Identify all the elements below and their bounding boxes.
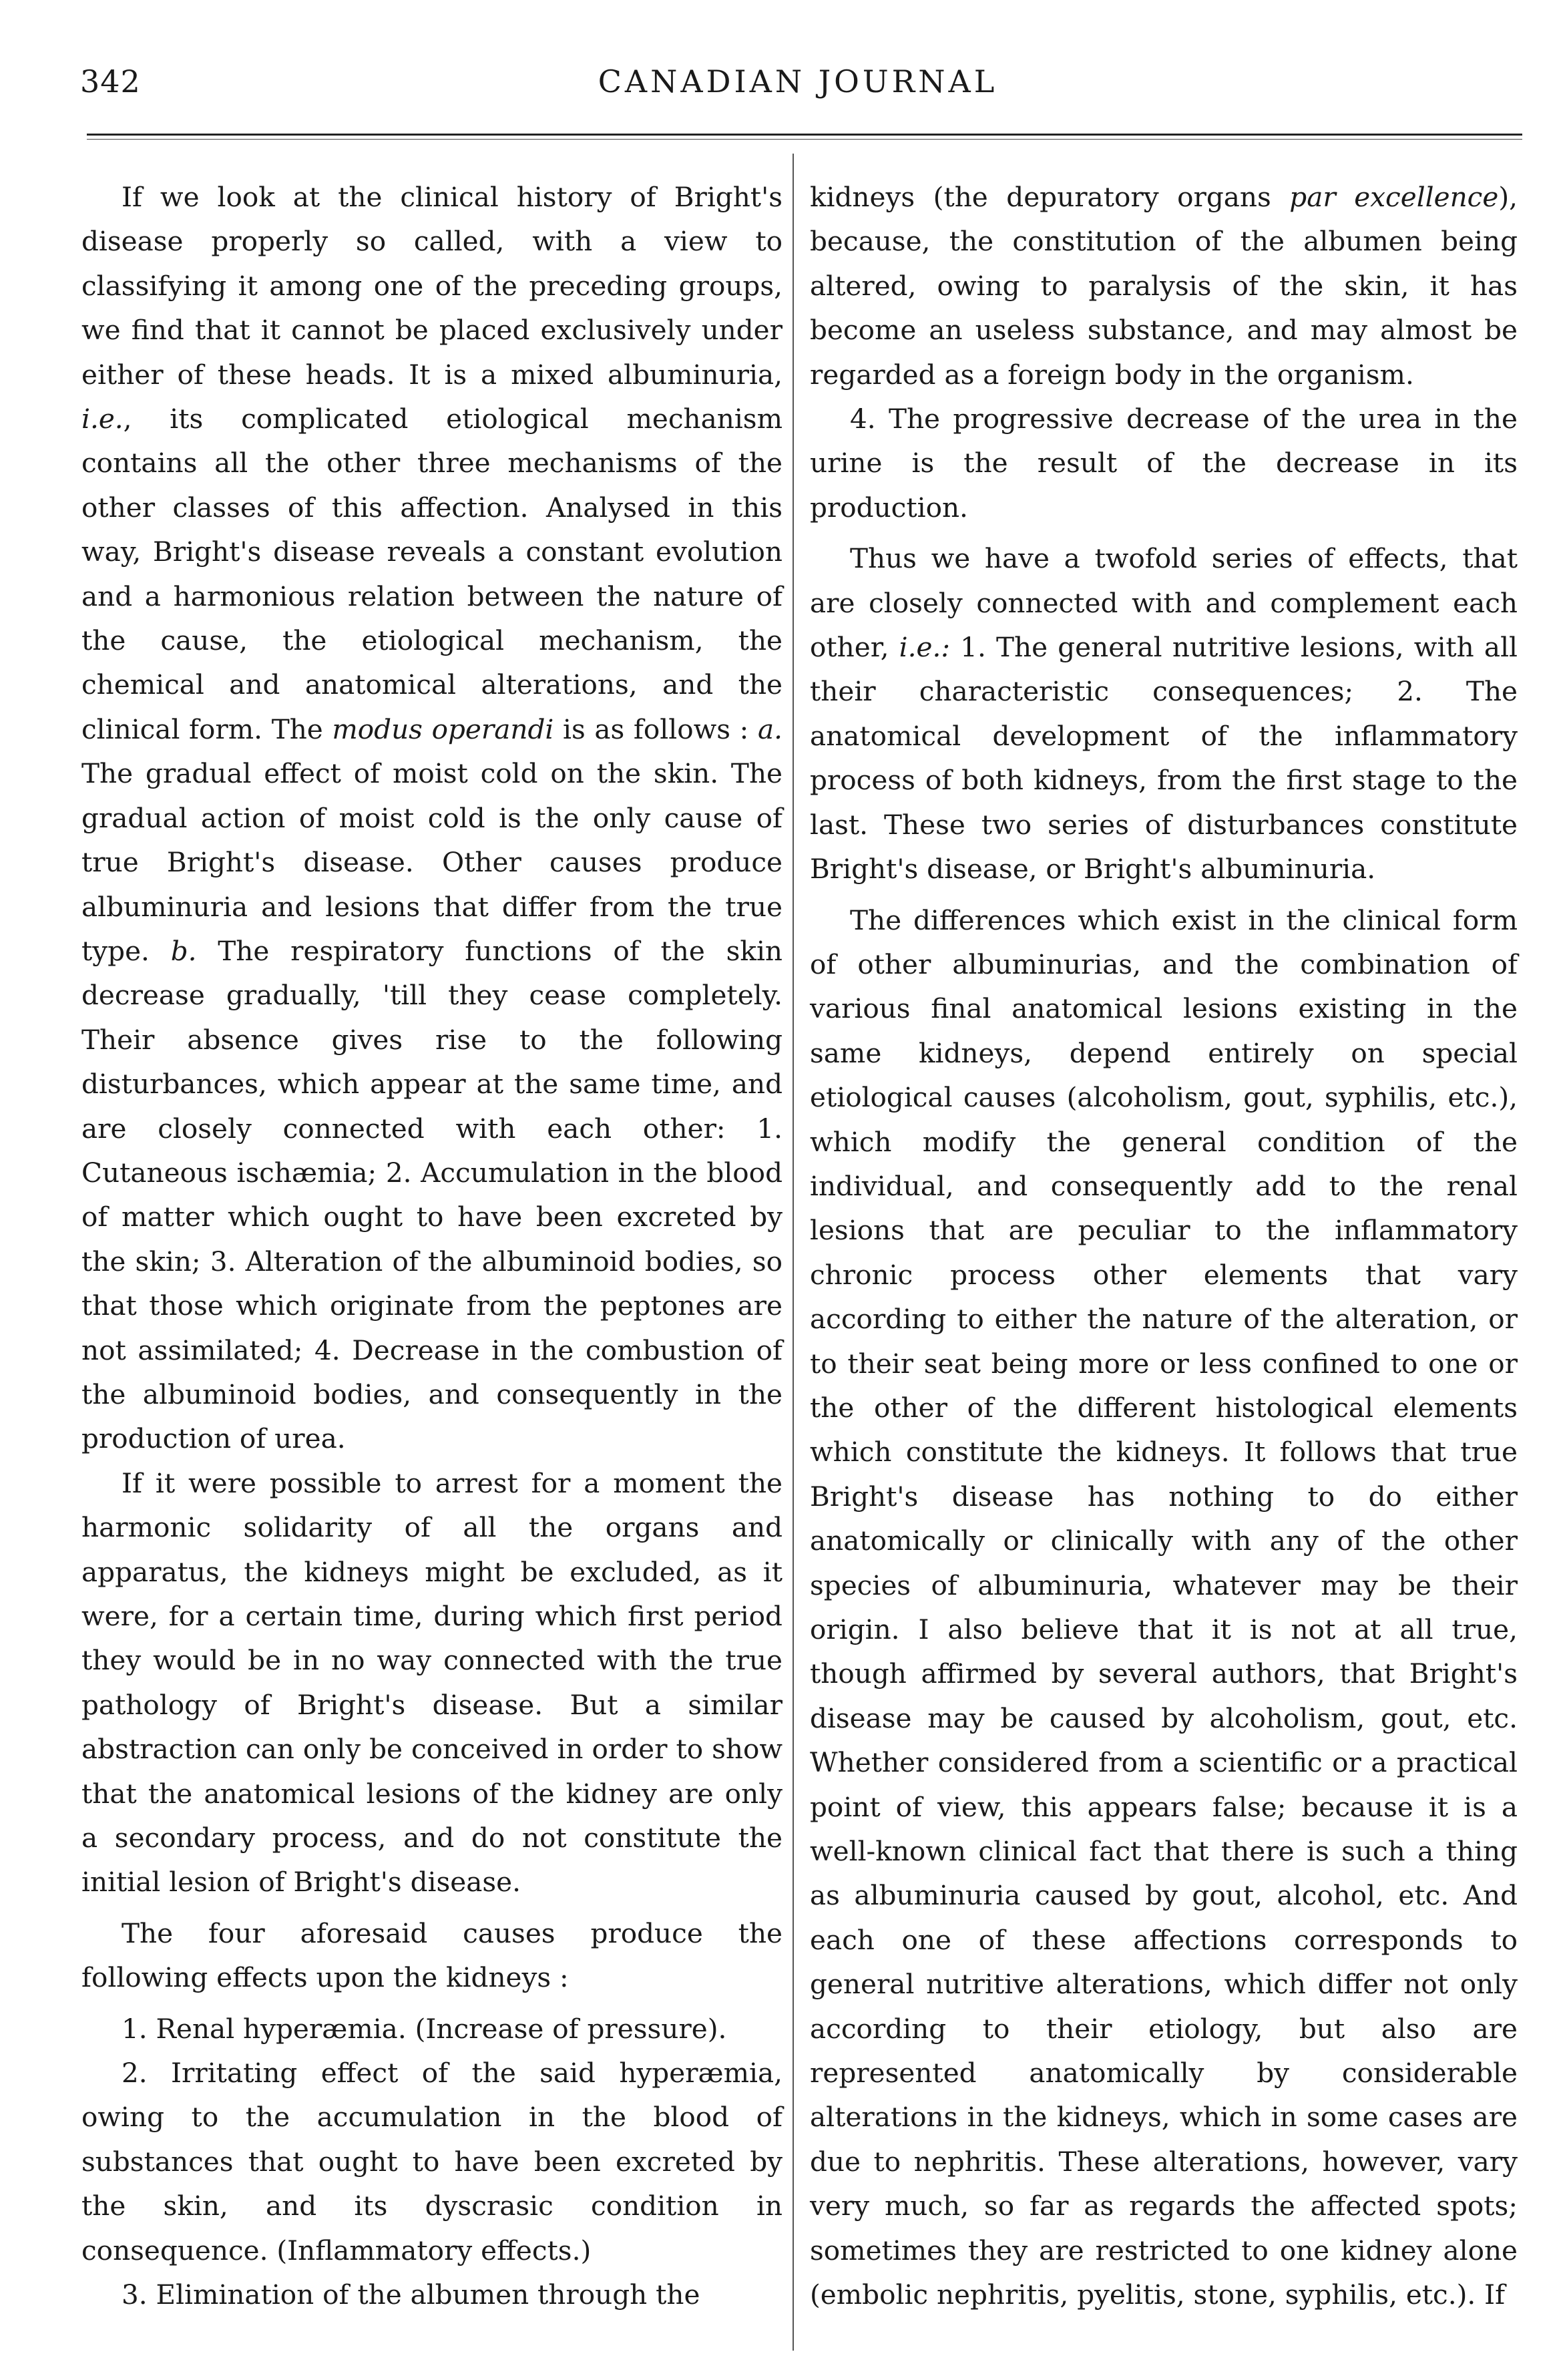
right-column	[810, 175, 1518, 2317]
left-column	[81, 175, 782, 2317]
paragraph-brights-history: If we look at the clinical history of Bright's disease properly so called, with a view to classifying it among one of the preceding groups, we find that it cannot be placed exclusively under either of these heads. It is a mixed albuminuria, i.e., its complicated etiological mechanism contains all the other three mechanisms of the other classes of this affection. Analysed in this way, Bright's disease reveals a constant evolution and a harmonious relation between the nature of the cause, the etiological mechanism, the chemical and anatomical alterations, and the clinical form. The modus operandi is as follows : a. The gradual effect of moist cold on the skin. The gradual action of moist cold is the only cause of true Bright's disease. Other causes produce albuminuria and lesions that differ from the true type. b. The respiratory functions of the skin decrease gradually, 'till they cease completely. Their absence gives rise to the following disturbances, which appear at the same time, and are closely connected with each other: 1. Cutaneous ischæmia; 2. Accumulation in the blood of matter which ought to have been excreted by the skin; 3. Alteration of the albuminoid bodies, so that those which originate from the peptones are not assimilated; 4. Decrease in the combustion of the albuminoid bodies, and consequently in the production of urea.	[81, 181, 782, 1455]
list-item-3: 3. Elimination of the albumen through the	[122, 2278, 700, 2311]
paragraph-harmonic-solidarity: If it were possible to arrest for a moment the harmonic solidarity of all the organs and apparatus, the kidneys might be excluded, as it were, for a certain time, during which first period they would be in no way connected with the true pathology of Bright's disease. But a similar abstraction can only be conceived in order to show that the anatomical lesions of the kidney are only a secondary process, and do not constitute the initial lesion of Bright's disease.	[81, 1466, 782, 1899]
paragraph-continuation: kidneys (the depuratory organs par excellence), because, the constitution of the albumen being altered, owing to paralysis of the skin, it has become an useless substance, and may almost be regarded as a foreign body in the organism.	[810, 181, 1518, 391]
list-item-1: 1. Renal hyperæmia. (Increase of pressure).	[122, 2012, 727, 2045]
header-rule	[87, 134, 1522, 136]
running-title: CANADIAN JOURNAL	[598, 63, 998, 100]
list-item-4: 4. The progressive decrease of the urea in the urine is the result of the decrease in its production.	[810, 403, 1518, 524]
header-rule-thin	[87, 139, 1522, 140]
column-divider	[793, 154, 794, 2351]
page-number: 342	[80, 63, 141, 100]
paragraph-twofold-series: Thus we have a twofold series of effects, that are closely connected with and complement each other, i.e.: 1. The general nutritive lesions, with all their characteristic consequences; 2. The anatomical development of the inflammatory process of both kidneys, from the first stage to the last. These two series of disturbances constitute Bright's disease, or Bright's albuminuria.	[810, 542, 1518, 885]
paragraph-four-causes: The four aforesaid causes produce the following effects upon the kidneys :	[81, 1917, 782, 1994]
list-item-2: 2. Irritating effect of the said hyperæmia, owing to the accumulation in the blood of substances that ought to have been excreted by the skin, and its dyscrasic condition in consequence. (Inflammatory effects.)	[81, 2057, 782, 2266]
page-header	[80, 63, 1516, 117]
paragraph-differences: The differences which exist in the clinical form of other albuminurias, and the combination of various final anatomical lesions existing in the same kidneys, depend entirely on special etiological causes (alcoholism, gout, syphilis, etc.), which modify the general condition of the individual, and consequently add to the renal lesions that are peculiar to the inflammatory chronic process other elements that vary according to either the nature of the alteration, or to their seat being more or less confined to one or the other of the different histological elements which constitute the kidneys. It follows that true Bright's disease has nothing to do either anatomically or clinically with any of the other species of albuminuria, whatever may be their origin. I also believe that it is not at all true, though affirmed by several authors, that Bright's disease may be caused by alcoholism, gout, etc. Whether considered from a scientific or a practical point of view, this appears false; because it is a well-known clinical fact that there is such a thing as albuminuria caused by gout, alcohol, etc. And each one of these affections corresponds to general nutritive alterations, which differ not only according to their etiology, but also are represented anatomically by considerable alterations in the kidneys, which in some cases are due to nephritis. These alterations, however, vary very much, so far as regards the affected spots; sometimes they are restricted to one kidney alone (embolic nephritis, pyelitis, stone, syphilis, etc.). If	[810, 904, 1518, 2311]
